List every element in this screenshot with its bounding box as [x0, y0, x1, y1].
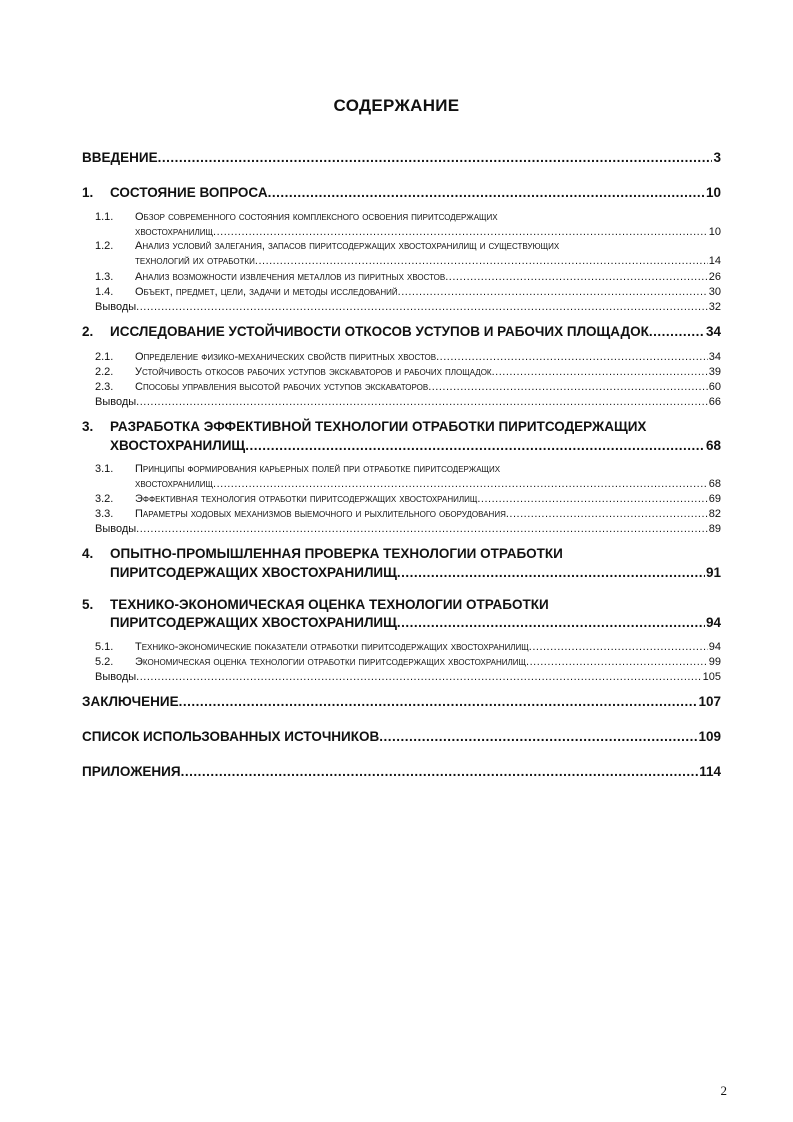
leader-dots	[213, 478, 708, 490]
toc-label: ПИРИТСОДЕРЖАЩИХ ХВОСТОХРАНИЛИЩ	[110, 565, 397, 580]
toc-label: Эффективная технология отработки пиритсодержащих хвостохранилищ	[135, 493, 478, 505]
toc-item-2-2: 2.2. Устойчивость откосов рабочих уступов экскаваторов и рабочих площадок ..... 39	[0, 366, 793, 378]
toc-label: ПРИЛОЖЕНИЯ	[82, 764, 181, 779]
toc-references	[0, 729, 793, 744]
toc-page: 10	[705, 185, 721, 200]
toc-label: Объект, предмет, цели, задачи и методы исследований	[135, 286, 398, 298]
toc-item-3-1-line1: 3.1. Принципы формирования карьерных полей при отработке пиритсодержащих	[95, 463, 501, 475]
toc-label: Выводы	[95, 396, 137, 408]
toc-label: ХВОСТОХРАНИЛИЩ	[110, 438, 246, 453]
toc-page: 94	[705, 615, 721, 630]
leader-dots	[158, 150, 713, 165]
toc-label: хвостохранилищ	[135, 478, 214, 490]
toc-chapter-3	[0, 438, 793, 453]
toc-item-1-3: 1.3. Анализ возможности извлечения металлов из пиритных хвостов ..... 26	[0, 271, 793, 283]
toc-item-3-1	[0, 478, 793, 490]
toc-page: 91	[705, 565, 721, 580]
leader-dots	[397, 615, 705, 630]
leader-dots	[255, 255, 708, 267]
toc-chapter-1	[0, 185, 793, 200]
leader-dots	[445, 271, 708, 283]
chapter-number: 1.	[82, 185, 94, 200]
toc-label: ИССЛЕДОВАНИЕ УСТОЙЧИВОСТИ ОТКОСОВ УСТУПОВ И РАБОЧИХ ПЛОЩАДОК	[110, 324, 649, 339]
toc-conclusion	[0, 694, 793, 709]
toc-page: 69	[708, 493, 721, 505]
toc-appendices	[0, 764, 793, 779]
toc-label: ПИРИТСОДЕРЖАЩИХ ХВОСТОХРАНИЛИЩ	[110, 615, 397, 630]
toc-chapter-3-line1: 3. РАЗРАБОТКА ЭФФЕКТИВНОЙ ТЕХНОЛОГИИ ОТРАБОТКИ ПИРИТСОДЕРЖАЩИХ	[82, 419, 647, 434]
toc-item-2-3: 2.3. Способы управления высотой рабочих уступов экскаваторов ..... 60	[0, 381, 793, 393]
toc-label: ВВЕДЕНИЕ	[82, 150, 158, 165]
leader-dots	[213, 226, 708, 238]
leader-dots	[526, 656, 708, 668]
toc-item-3-3: 3.3. Параметры ходовых механизмов выемочного и рыхлительного оборудования ..... 82	[0, 508, 793, 520]
toc-page: 107	[698, 694, 721, 709]
leader-dots	[397, 565, 705, 580]
toc-label: Способы управления высотой рабочих уступов экскаваторов	[135, 381, 429, 393]
toc-item-1-4: 1.4. Объект, предмет, цели, задачи и методы исследований ..... 30	[0, 286, 793, 298]
toc-item-5-1: 5.1. Технико-экономические показатели отработки пиритсодержащих хвостохранилищ ..... 94	[0, 641, 793, 653]
leader-dots	[492, 366, 708, 378]
toc-item-1-2-line1: 1.2. Анализ условий залегания, запасов пиритсодержащих хвостохранилищ и существующих	[95, 240, 560, 252]
toc-page: 34	[705, 324, 721, 339]
toc-intro	[0, 150, 793, 165]
toc-page: 60	[708, 381, 721, 393]
page-number: 2	[720, 1083, 727, 1098]
chapter-number: 2.	[82, 324, 94, 339]
leader-dots	[477, 493, 707, 505]
leader-dots	[181, 764, 699, 779]
toc-item-1-2	[0, 255, 793, 267]
toc-item-1-1-line1: 1.1. Обзор современного состояния комплексного освоения пиритсодержащих	[95, 211, 498, 223]
toc-label: Экономическая оценка технологии отработки пиритсодержащих хвостохранилищ	[135, 656, 527, 668]
toc-page: 99	[708, 656, 721, 668]
toc-label: Анализ возможности извлечения металлов из пиритных хвостов	[135, 271, 446, 283]
leader-dots	[268, 185, 705, 200]
leader-dots	[506, 508, 708, 520]
toc-chapter-5-line1: 5. ТЕХНИКО-ЭКОНОМИЧЕСКАЯ ОЦЕНКА ТЕХНОЛОГИИ ОТРАБОТКИ	[82, 597, 549, 612]
toc-page: 3	[713, 150, 721, 165]
toc-page: 14	[708, 255, 721, 267]
toc-page: 26	[708, 271, 721, 283]
toc-page: 89	[708, 523, 721, 535]
leader-dots	[136, 523, 708, 535]
toc-page: 30	[708, 286, 721, 298]
toc-page: 114	[699, 764, 721, 779]
toc-label: Выводы	[95, 523, 137, 535]
toc-label: Выводы	[95, 671, 137, 683]
toc-page: 109	[698, 729, 721, 744]
toc-conclusions-2	[0, 396, 793, 408]
leader-dots	[179, 694, 698, 709]
toc-label: технологий их отработки	[135, 255, 255, 267]
toc-page: 66	[708, 396, 721, 408]
toc-page: 39	[708, 366, 721, 378]
leader-dots	[529, 641, 708, 653]
leader-dots	[379, 729, 697, 744]
toc-chapter-5	[0, 615, 793, 630]
toc-label: Выводы	[95, 301, 137, 313]
toc-label: Определение физико-механических свойств пиритных хвостов	[135, 351, 437, 363]
toc-page: 34	[708, 351, 721, 363]
toc-page: 32	[708, 301, 721, 313]
toc-conclusions-3	[0, 523, 793, 535]
leader-dots	[649, 324, 705, 339]
toc-label: хвостохранилищ	[135, 226, 214, 238]
toc-conclusions-1	[0, 301, 793, 313]
toc-page: 68	[705, 438, 721, 453]
toc-page: 68	[708, 478, 721, 490]
leader-dots	[136, 671, 701, 683]
page-title: СОДЕРЖАНИЕ	[333, 96, 460, 115]
toc-item-5-2: 5.2. Экономическая оценка технологии отработки пиритсодержащих хвостохранилищ ..... 99	[0, 656, 793, 668]
toc-chapter-4-line1: 4. ОПЫТНО-ПРОМЫШЛЕННАЯ ПРОВЕРКА ТЕХНОЛОГИИ ОТРАБОТКИ	[82, 546, 563, 561]
leader-dots	[398, 286, 708, 298]
toc-chapter-4	[0, 565, 793, 580]
toc-label: СПИСОК ИСПОЛЬЗОВАННЫХ ИСТОЧНИКОВ	[82, 729, 380, 744]
leader-dots	[428, 381, 708, 393]
toc-label: Параметры ходовых механизмов выемочного и рыхлительного оборудования	[135, 508, 506, 520]
toc-item-3-2: 3.2. Эффективная технология отработки пиритсодержащих хвостохранилищ ..... 69	[0, 493, 793, 505]
toc-label: Технико-экономические показатели отработки пиритсодержащих хвостохранилищ	[135, 641, 529, 653]
toc-page: 105	[702, 671, 721, 683]
toc-conclusions-5	[0, 671, 793, 683]
leader-dots	[245, 438, 705, 453]
toc-item-1-1	[0, 226, 793, 238]
toc-page: 10	[708, 226, 721, 238]
toc-label: СОСТОЯНИЕ ВОПРОСА	[110, 185, 268, 200]
toc-page: 94	[708, 641, 721, 653]
toc-label: Устойчивость откосов рабочих уступов экскаваторов и рабочих площадок	[135, 366, 492, 378]
toc-item-2-1: 2.1. Определение физико-механических свойств пиритных хвостов ..... 34	[0, 351, 793, 363]
toc-page: 82	[708, 508, 721, 520]
toc-chapter-2	[0, 324, 793, 339]
leader-dots	[136, 396, 708, 408]
leader-dots	[436, 351, 708, 363]
leader-dots	[136, 301, 708, 313]
toc-label: ЗАКЛЮЧЕНИЕ	[82, 694, 179, 709]
